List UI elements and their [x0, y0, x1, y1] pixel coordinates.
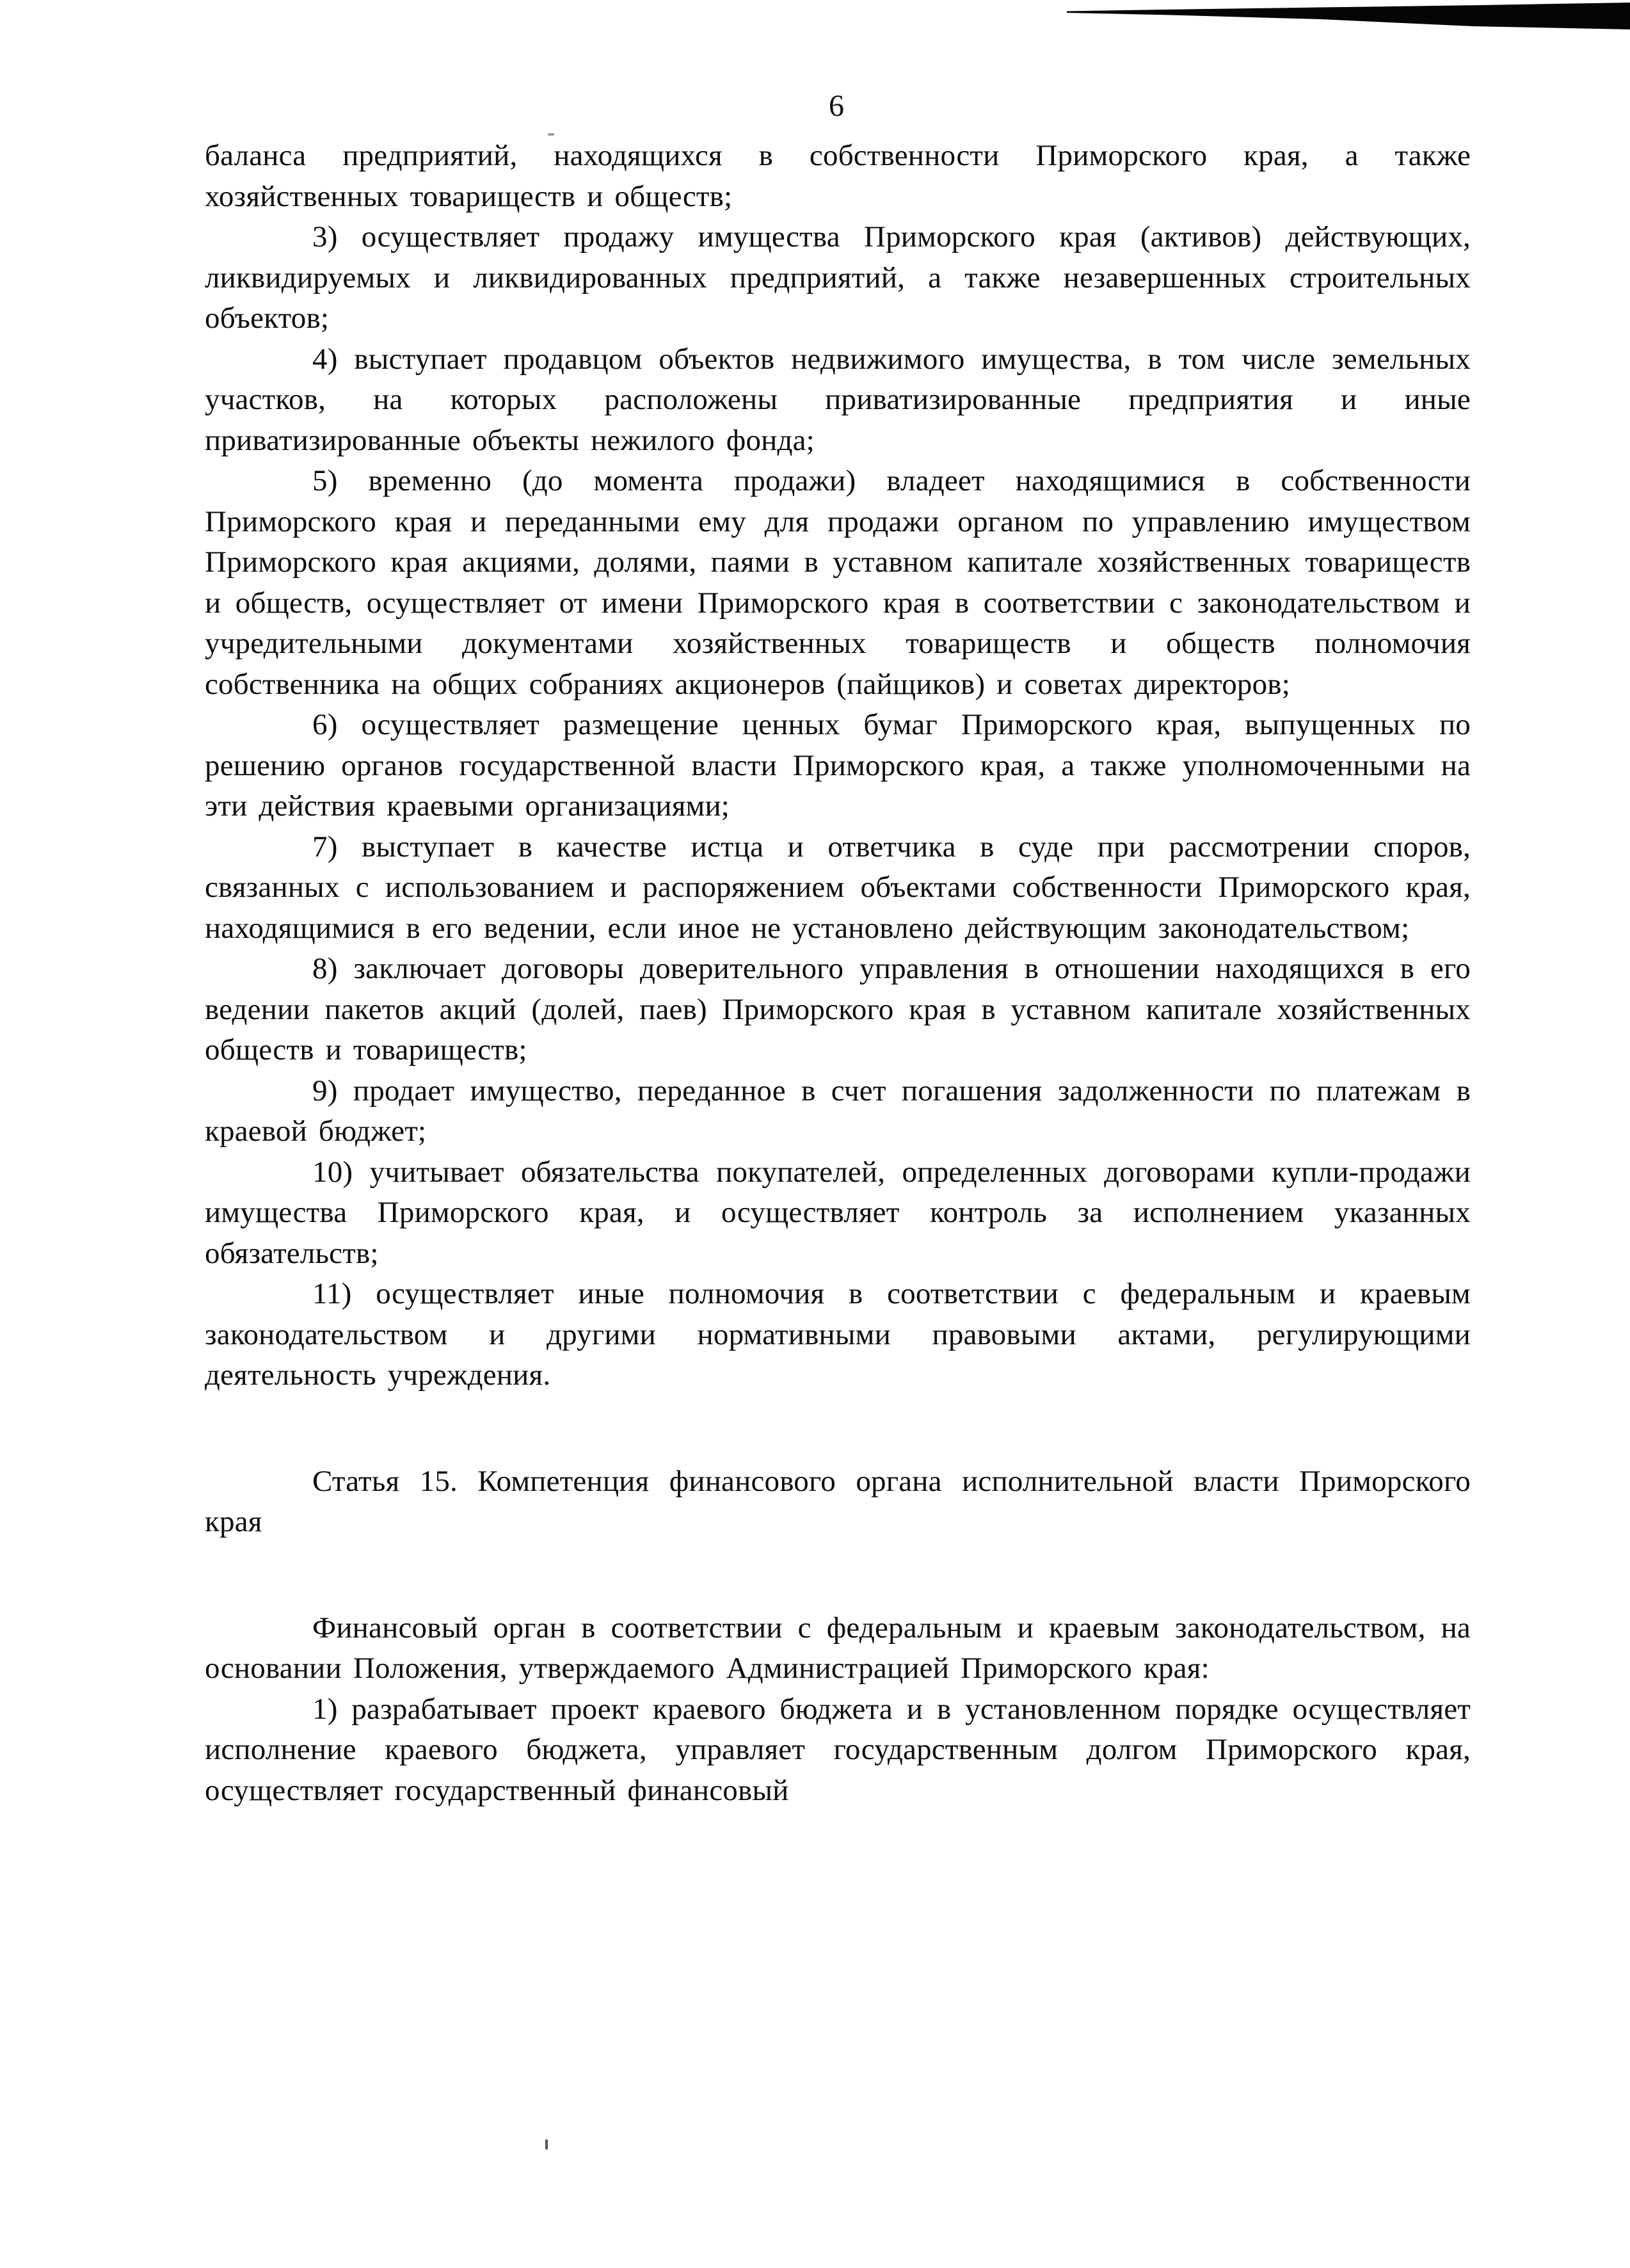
paragraph-financial-organ: Финансовый орган в соответствии с федеральным и краевым законодательством, на основании Положения, утверждаемого Администрацией Приморского края:: [205, 1611, 1471, 1685]
list-item-3: 3) осуществляет продажу имущества Приморского края (активов) действующих, ликвидируемых и ликвидированных предприятий, а также незавершенных строительных объектов;: [205, 220, 1471, 335]
list-item-6: 6) осуществляет размещение ценных бумаг Приморского края, выпущенных по решению органов государственной власти Приморского края, а также уполномоченными на эти действия краевыми организациями;: [205, 708, 1471, 823]
paragraph-continuation: баланса предприятий, находящихся в собственности Приморского края, а также хозяйственных товариществ и обществ;: [205, 139, 1471, 213]
scan-artifact-wedge: [1067, 3, 1630, 29]
article-15-heading: Статья 15. Компетенция финансового органа исполнительной власти Приморского края: [205, 1464, 1471, 1538]
scan-speck: [545, 2139, 548, 2150]
list-item-10: 10) учитывает обязательства покупателей, определенных договорами купли-продажи имущества Приморского края, и осуществляет контроль за исполнением указанных обязательств;: [205, 1155, 1471, 1270]
list-item-11: 11) осуществляет иные полномочия в соответствии с федеральным и краевым законодательством и другими нормативными правовыми актами, регулирующими деятельность учреждения.: [205, 1277, 1471, 1392]
list-item-1-financial: 1) разрабатывает проект краевого бюджета и в установленном порядке осуществляет исполнение краевого бюджета, управляет государственным долгом Приморского края, осуществляет государственный финансовый: [205, 1692, 1471, 1807]
list-item-5: 5) временно (до момента продажи) владеет находящимися в собственности Приморского края и переданными ему для продажи органом по управлению имуществом Приморского края акциями, долями, паями в уставном капитале хозяйственных товариществ и обществ, осуществляет от имени Приморского края в соответствии с законодательством и учредительными документами хозяйственных товариществ и обществ полномочия собственника на общих собраниях акционеров (пайщиков) и советах директоров;: [205, 464, 1471, 701]
page-number: 6: [829, 89, 845, 123]
list-item-8: 8) заключает договоры доверительного управления в отношении находящихся в его ведении пакетов акций (долей, паев) Приморского края в уставном капитале хозяйственных обществ и товариществ;: [205, 952, 1471, 1066]
document-body: [205, 136, 1471, 1811]
list-item-4: 4) выступает продавцом объектов недвижимого имущества, в том числе земельных участков, на которых расположены приватизированные предприятия и иные приватизированные объекты нежилого фонда;: [205, 342, 1471, 457]
list-item-9: 9) продает имущество, переданное в счет погашения задолженности по платежам в краевой бюджет;: [205, 1074, 1471, 1148]
list-item-7: 7) выступает в качестве истца и ответчика в суде при рассмотрении споров, связанных с использованием и распоряжением объектами собственности Приморского края, находящимися в его ведении, если иное не установлено действующим законодательством;: [205, 830, 1471, 945]
